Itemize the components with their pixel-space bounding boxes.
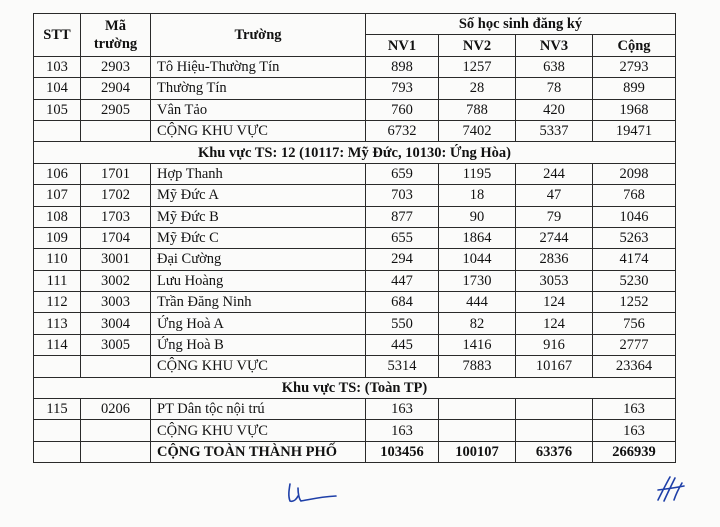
cell-cong: 2793 bbox=[593, 56, 676, 77]
cell-school: Ứng Hoà A bbox=[151, 313, 366, 334]
cell-cong: 756 bbox=[593, 313, 676, 334]
cell-nv1: 655 bbox=[366, 227, 439, 248]
cell-nv2: 28 bbox=[439, 78, 516, 99]
cell-school: Mỹ Đức B bbox=[151, 206, 366, 227]
subtotal-cong: 163 bbox=[593, 420, 676, 441]
cell-ma: 2903 bbox=[81, 56, 151, 77]
subtotal-cong: 19471 bbox=[593, 120, 676, 141]
cell-school: Ứng Hoà B bbox=[151, 334, 366, 355]
cell-school: Lưu Hoàng bbox=[151, 270, 366, 291]
cell-ma: 1704 bbox=[81, 227, 151, 248]
registration-table bbox=[33, 13, 676, 463]
header-ma-truong bbox=[81, 14, 151, 57]
cell-cong: 163 bbox=[593, 399, 676, 420]
subtotal-nv3 bbox=[516, 420, 593, 441]
cell-nv2: 1195 bbox=[439, 163, 516, 184]
cell-stt: 114 bbox=[34, 334, 81, 355]
cell-nv2: 1864 bbox=[439, 227, 516, 248]
cell-nv3: 124 bbox=[516, 313, 593, 334]
cell-nv1: 163 bbox=[366, 399, 439, 420]
header-ma-truong-line1: Mã bbox=[105, 17, 126, 34]
cell-nv2: 90 bbox=[439, 206, 516, 227]
header-truong: Trường bbox=[151, 14, 366, 57]
cell-nv3: 916 bbox=[516, 334, 593, 355]
table-body bbox=[34, 56, 676, 462]
header-nv1: NV1 bbox=[366, 35, 439, 56]
cell-nv2: 1416 bbox=[439, 334, 516, 355]
cell-nv3: 3053 bbox=[516, 270, 593, 291]
cell-nv2: 444 bbox=[439, 292, 516, 313]
region-heading-row bbox=[34, 377, 676, 398]
cell-cong: 5230 bbox=[593, 270, 676, 291]
grand-total-nv3: 63376 bbox=[516, 441, 593, 462]
cell-school: Trần Đăng Ninh bbox=[151, 292, 366, 313]
cell-school: Hợp Thanh bbox=[151, 163, 366, 184]
subtotal-label: CỘNG KHU VỰC bbox=[151, 120, 366, 141]
subtotal-nv2: 7402 bbox=[439, 120, 516, 141]
cell-cong: 2777 bbox=[593, 334, 676, 355]
table-header bbox=[34, 14, 676, 57]
cell-nv1: 898 bbox=[366, 56, 439, 77]
subtotal-row bbox=[34, 356, 676, 377]
cell-empty bbox=[81, 356, 151, 377]
cell-school: Vân Tảo bbox=[151, 99, 366, 120]
cell-stt: 113 bbox=[34, 313, 81, 334]
header-stt: STT bbox=[34, 14, 81, 57]
cell-cong: 4174 bbox=[593, 249, 676, 270]
subtotal-nv2: 7883 bbox=[439, 356, 516, 377]
cell-school: Đại Cường bbox=[151, 249, 366, 270]
cell-school: Tô Hiệu-Thường Tín bbox=[151, 56, 366, 77]
subtotal-row bbox=[34, 120, 676, 141]
cell-nv3: 47 bbox=[516, 185, 593, 206]
cell-nv2: 82 bbox=[439, 313, 516, 334]
table-row bbox=[34, 399, 676, 420]
cell-ma: 3005 bbox=[81, 334, 151, 355]
subtotal-nv3: 10167 bbox=[516, 356, 593, 377]
cell-ma: 3002 bbox=[81, 270, 151, 291]
cell-stt: 112 bbox=[34, 292, 81, 313]
cell-stt: 105 bbox=[34, 99, 81, 120]
table-row bbox=[34, 206, 676, 227]
cell-school: Mỹ Đức C bbox=[151, 227, 366, 248]
cell-stt: 104 bbox=[34, 78, 81, 99]
cell-ma: 1701 bbox=[81, 163, 151, 184]
subtotal-nv2 bbox=[439, 420, 516, 441]
cell-empty bbox=[81, 420, 151, 441]
cell-empty bbox=[34, 441, 81, 462]
table-row bbox=[34, 185, 676, 206]
cell-empty bbox=[34, 356, 81, 377]
cell-stt: 103 bbox=[34, 56, 81, 77]
cell-stt: 106 bbox=[34, 163, 81, 184]
grand-total-cong: 266939 bbox=[593, 441, 676, 462]
cell-ma: 3004 bbox=[81, 313, 151, 334]
cell-cong: 1968 bbox=[593, 99, 676, 120]
cell-stt: 107 bbox=[34, 185, 81, 206]
cell-nv1: 793 bbox=[366, 78, 439, 99]
region-title: Khu vực TS: (Toàn TP) bbox=[34, 377, 676, 398]
cell-nv2 bbox=[439, 399, 516, 420]
subtotal-label: CỘNG KHU VỰC bbox=[151, 420, 366, 441]
cell-nv2: 1730 bbox=[439, 270, 516, 291]
grand-total-nv1: 103456 bbox=[366, 441, 439, 462]
header-nv3: NV3 bbox=[516, 35, 593, 56]
cell-school: Thường Tín bbox=[151, 78, 366, 99]
table-row bbox=[34, 78, 676, 99]
grand-total-label: CỘNG TOÀN THÀNH PHỐ bbox=[151, 441, 366, 462]
cell-empty bbox=[34, 420, 81, 441]
table-row bbox=[34, 249, 676, 270]
cell-nv3: 244 bbox=[516, 163, 593, 184]
region-title: Khu vực TS: 12 (10117: Mỹ Đức, 10130: Ứng Hòa) bbox=[34, 142, 676, 163]
cell-cong: 2098 bbox=[593, 163, 676, 184]
initials-signature-left bbox=[284, 480, 344, 506]
cell-nv1: 550 bbox=[366, 313, 439, 334]
initials-signature-right bbox=[654, 474, 688, 506]
cell-nv3: 2836 bbox=[516, 249, 593, 270]
subtotal-label: CỘNG KHU VỰC bbox=[151, 356, 366, 377]
cell-stt: 108 bbox=[34, 206, 81, 227]
cell-nv2: 788 bbox=[439, 99, 516, 120]
cell-nv1: 877 bbox=[366, 206, 439, 227]
table-row bbox=[34, 334, 676, 355]
cell-nv3 bbox=[516, 399, 593, 420]
header-nv2: NV2 bbox=[439, 35, 516, 56]
cell-stt: 109 bbox=[34, 227, 81, 248]
cell-nv1: 760 bbox=[366, 99, 439, 120]
cell-ma: 0206 bbox=[81, 399, 151, 420]
grand-total-nv2: 100107 bbox=[439, 441, 516, 462]
table-row bbox=[34, 99, 676, 120]
subtotal-nv1: 6732 bbox=[366, 120, 439, 141]
cell-cong: 899 bbox=[593, 78, 676, 99]
table-row bbox=[34, 56, 676, 77]
cell-ma: 3001 bbox=[81, 249, 151, 270]
cell-stt: 115 bbox=[34, 399, 81, 420]
cell-ma: 1703 bbox=[81, 206, 151, 227]
cell-ma: 1702 bbox=[81, 185, 151, 206]
subtotal-nv1: 5314 bbox=[366, 356, 439, 377]
cell-stt: 110 bbox=[34, 249, 81, 270]
table-row bbox=[34, 292, 676, 313]
cell-nv3: 638 bbox=[516, 56, 593, 77]
cell-nv1: 703 bbox=[366, 185, 439, 206]
cell-stt: 111 bbox=[34, 270, 81, 291]
cell-nv2: 1257 bbox=[439, 56, 516, 77]
cell-school: PT Dân tộc nội trú bbox=[151, 399, 366, 420]
cell-cong: 5263 bbox=[593, 227, 676, 248]
subtotal-row bbox=[34, 420, 676, 441]
subtotal-nv3: 5337 bbox=[516, 120, 593, 141]
cell-nv1: 447 bbox=[366, 270, 439, 291]
cell-nv1: 445 bbox=[366, 334, 439, 355]
cell-nv1: 294 bbox=[366, 249, 439, 270]
table-row bbox=[34, 270, 676, 291]
cell-ma: 2905 bbox=[81, 99, 151, 120]
cell-nv3: 124 bbox=[516, 292, 593, 313]
cell-ma: 3003 bbox=[81, 292, 151, 313]
cell-cong: 1046 bbox=[593, 206, 676, 227]
subtotal-cong: 23364 bbox=[593, 356, 676, 377]
cell-nv3: 420 bbox=[516, 99, 593, 120]
grand-total-row bbox=[34, 441, 676, 462]
cell-nv1: 684 bbox=[366, 292, 439, 313]
cell-ma: 2904 bbox=[81, 78, 151, 99]
cell-nv1: 659 bbox=[366, 163, 439, 184]
header-ma-truong-line2: trường bbox=[93, 35, 138, 52]
table-row bbox=[34, 227, 676, 248]
subtotal-nv1: 163 bbox=[366, 420, 439, 441]
cell-nv3: 2744 bbox=[516, 227, 593, 248]
cell-cong: 1252 bbox=[593, 292, 676, 313]
cell-cong: 768 bbox=[593, 185, 676, 206]
cell-empty bbox=[81, 441, 151, 462]
cell-nv2: 1044 bbox=[439, 249, 516, 270]
table-row bbox=[34, 313, 676, 334]
region-heading-row bbox=[34, 142, 676, 163]
cell-nv2: 18 bbox=[439, 185, 516, 206]
cell-school: Mỹ Đức A bbox=[151, 185, 366, 206]
cell-nv3: 79 bbox=[516, 206, 593, 227]
cell-empty bbox=[34, 120, 81, 141]
cell-nv3: 78 bbox=[516, 78, 593, 99]
cell-empty bbox=[81, 120, 151, 141]
header-cong: Cộng bbox=[593, 35, 676, 56]
table-row bbox=[34, 163, 676, 184]
header-group-so-hoc-sinh: Số học sinh đăng ký bbox=[366, 14, 676, 35]
